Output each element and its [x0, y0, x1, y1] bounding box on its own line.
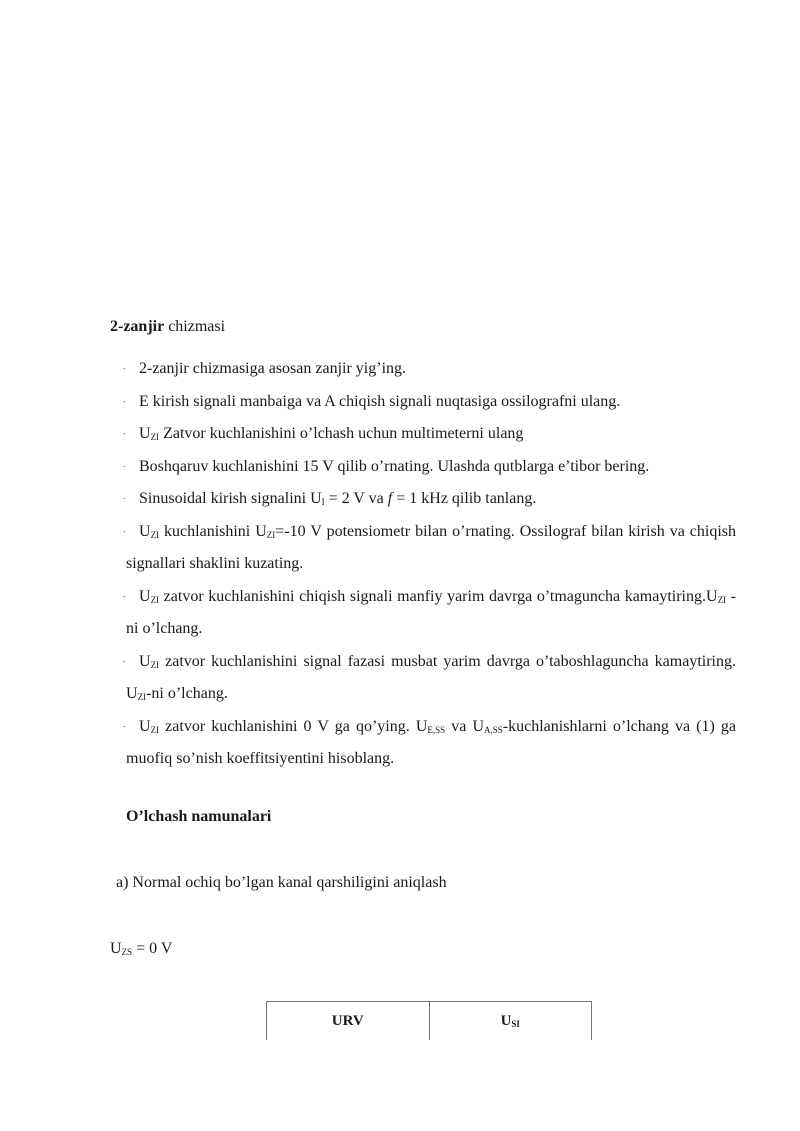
text-run: =-10 V potensiometr bilan o’rnating. Ossilograf bilan kirish va chiqish signallari shaklini kuzating.	[126, 522, 737, 572]
section-title: O’lchash namunalari	[126, 808, 272, 825]
text-run: = 2 V va	[324, 490, 388, 507]
list-marker: -	[123, 429, 126, 438]
list-item-text	[126, 451, 736, 484]
text-run: U	[139, 425, 151, 442]
text-run: va U	[445, 717, 485, 735]
text-run: -ni o’lchang.	[146, 685, 228, 702]
list-marker: -	[123, 721, 126, 731]
subscript: ZI	[150, 724, 160, 735]
list-item	[123, 418, 736, 451]
list-marker: -	[123, 526, 126, 536]
list-marker: -	[123, 494, 126, 503]
list-item-text	[126, 386, 736, 419]
text-run: zatvor kuchlanishini 0 V ga qo’ying. U	[159, 717, 428, 735]
text-run: kuchlanishini U	[159, 522, 267, 540]
measurement-table	[266, 1001, 592, 1040]
list-item-text	[126, 353, 736, 386]
list-item-text	[126, 516, 736, 581]
list-marker: -	[123, 591, 126, 601]
italic-symbol: f	[387, 490, 393, 507]
section-heading	[110, 318, 225, 336]
text-run: 2-zanjir chizmasiga asosan zanjir yig’ing.	[139, 360, 407, 377]
list-item	[123, 483, 736, 516]
list-item	[123, 646, 736, 711]
list-item	[123, 711, 737, 776]
list-marker: -	[123, 396, 126, 406]
list-marker: -	[123, 364, 126, 373]
uzs-condition: $U_{ZS} = 0$ V	[110, 940, 173, 957]
list-item-text	[126, 711, 736, 776]
table-header-usi: $U_{SI}$	[429, 1002, 592, 1041]
list-item-text	[126, 483, 736, 516]
text-run: = 1 kHz qilib tanlang.	[392, 490, 537, 507]
text-run: U	[139, 522, 151, 540]
subscript: E,SS	[427, 724, 446, 735]
subscript: ZI	[150, 529, 160, 540]
list-item-text	[126, 646, 736, 711]
procedure-list	[123, 353, 737, 776]
heading-rest: chizmasi	[164, 318, 226, 335]
list-item-text	[126, 581, 736, 646]
subscript: ZI	[266, 529, 276, 540]
subscript: ZI	[137, 692, 147, 702]
subscript: I	[321, 497, 325, 507]
subscript: ZI	[717, 594, 727, 605]
text-run: Boshqaruv kuchlanishini 15 V qilib o’rnating. Ulashda qutblarga e’tibor bering.	[139, 457, 650, 475]
heading-bold: 2-zanjir	[110, 318, 165, 335]
list-item	[123, 581, 736, 646]
subscript: A,SS	[484, 724, 503, 735]
text-run: zatvor kuchlanishini signal fazasi musbat yarim davrga o’taboshlaguncha kamaytiring. U	[126, 652, 736, 702]
subscript: ZI	[150, 659, 160, 670]
list-item	[123, 451, 736, 484]
text-run: Sinusoidal kirish signalini U	[139, 490, 322, 507]
text-run: U	[139, 717, 151, 735]
text-run: -kuchlanishlarni o’lchang va (1) ga muofiq so’nish koeffitsiyentini hisoblang.	[126, 717, 737, 767]
subscript: ZI	[150, 432, 160, 442]
list-item	[123, 386, 736, 419]
list-item-text	[126, 418, 736, 451]
text-run: U	[139, 587, 151, 605]
text-run: Zatvor kuchlanishini o’lchash uchun multimeterni ulang	[159, 425, 524, 442]
text-run: -ni o’lchang.	[126, 587, 736, 637]
table-header-row	[267, 1002, 592, 1041]
text-run: E kirish signali manbaiga va A chiqish signali nuqtasiga ossilografni ulang.	[139, 392, 621, 410]
list-marker: -	[123, 461, 126, 471]
list-marker: -	[123, 656, 126, 666]
paragraph-a: a) Normal ochiq bo’lgan kanal qarshiligini aniqlash	[116, 874, 447, 891]
subscript: ZI	[150, 594, 160, 605]
list-item	[123, 353, 736, 386]
uzs-subscript: ZS	[121, 947, 133, 957]
table-header-urv: URV	[267, 1002, 430, 1041]
list-item	[123, 516, 737, 581]
text-run: U	[139, 652, 151, 670]
text-run: zatvor kuchlanishini chiqish signali manfiy yarim davrga o’tmaguncha kamaytiring.U	[159, 587, 718, 605]
